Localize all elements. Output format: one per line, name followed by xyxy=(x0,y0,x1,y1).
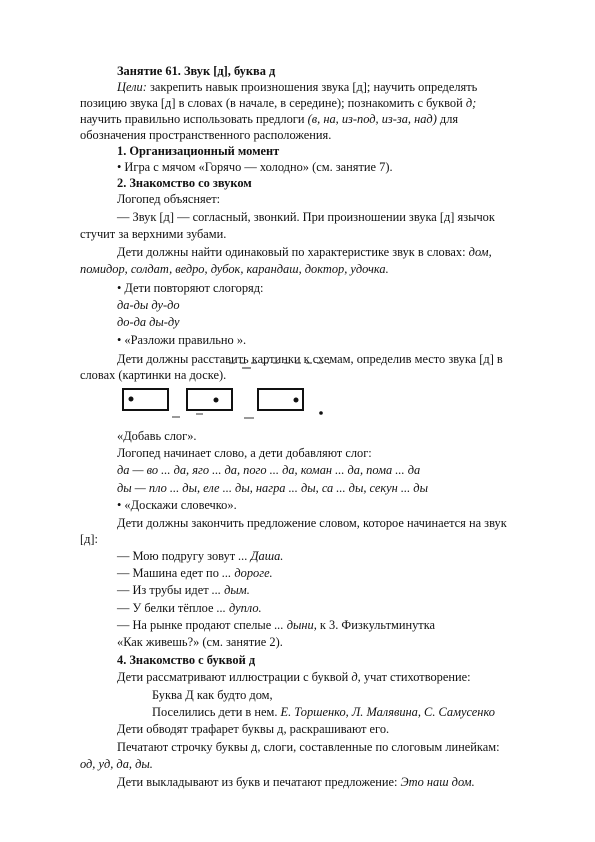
scheme-box-middle xyxy=(187,389,232,410)
stencil-task: Дети обводят трафарет буквы д, раскрашивают его. xyxy=(117,722,390,736)
sentence-3: — Из трубы идет ... дым. xyxy=(117,583,250,597)
sentence-4: — У белки тёплое ... дупло. xyxy=(117,601,262,615)
section-1-heading: 1. Организационный момент xyxy=(117,144,280,158)
sentence-2: — Машина едет по ... дороге. xyxy=(117,566,273,580)
scheme-dot-start xyxy=(129,397,134,402)
goals-line-2: позицию звука [д] в словах (в начале, в середине); познакомить с буквой д; xyxy=(80,96,477,110)
therapist-explains: Логопед объясняет: xyxy=(117,192,221,206)
illustrations-task: Дети рассматривают иллюстрации с буквой д, учат стихотворение: xyxy=(117,670,471,684)
sound-description-1: — Звук [д] — согласный, звонкий. При произношении звука [д] язычок xyxy=(117,210,495,224)
goals-line-3: научить правильно использовать предлоги (в, на, из-под, из-за, над) для xyxy=(80,112,459,126)
scheme-box-start xyxy=(123,389,168,410)
arrange-game: • «Разложи правильно ». xyxy=(117,333,247,347)
sentence-1: — Мою подругу зовут ... Даша. xyxy=(117,549,284,563)
goals-line-4: обозначения пространственного расположения. xyxy=(80,128,332,142)
finish-word-task-2: [д]: xyxy=(80,532,98,546)
section-2-heading: 2. Знакомство со звуком xyxy=(117,176,252,190)
scheme-box-end xyxy=(258,389,303,410)
lesson-title: Занятие 61. Звук [д], буква д xyxy=(117,64,276,78)
print-task-1: Печатают строчку буквы д, слоги, составленные по слоговым линейкам: xyxy=(117,740,500,754)
goals-line-1: Цели: закрепить навык произношения звука [д]; научить определять xyxy=(117,80,478,94)
section-4-heading: 4. Знакомство с буквой д xyxy=(117,653,256,667)
warmup-reference: «Как живешь?» (см. занятие 2). xyxy=(117,635,283,649)
sentence-task: Дети выкладывают из букв и печатают предложение: Это наш дом. xyxy=(117,775,475,789)
syllable-words-2: ды — пло ... ды, еле ... ды, награ ... ды, са ... ды, секун ... ды xyxy=(117,481,428,495)
finish-word-game: • «Доскажи словечко». xyxy=(117,498,237,512)
find-sound-1: Дети должны найти одинаковый по характеристике звук в словах: дом, xyxy=(117,245,492,259)
pictures-task-1: Дети должны расставить картинки к схемам, определив место звука [д] в xyxy=(117,352,503,366)
syllable-row-2: до-да ды-ду xyxy=(117,315,180,329)
sentence-5: — На рынке продают спелые ... дыни, к 3. Физкультминутка xyxy=(117,618,436,632)
goals-label: Цели: xyxy=(117,80,147,94)
ball-game-item: • Игра с мячом «Горячо — холодно» (см. занятие 7). xyxy=(117,160,393,174)
poem-line-2: Поселились дети в нем. Е. Торшенко, Л. Малявина, С. Самусенко xyxy=(152,705,495,719)
poem-line-1: Буква Д как будто дом, xyxy=(152,688,273,702)
syllable-words-1: да — во ... да, яго ... да, пого ... да, коман ... да, пома ... да xyxy=(117,463,421,477)
scheme-dot-middle xyxy=(214,398,219,403)
syllable-row-1: да-ды ду-до xyxy=(117,298,180,312)
finish-word-task-1: Дети должны закончить предложение словом, которое начинается на звук xyxy=(117,516,507,530)
add-syllable-game: «Добавь слог». xyxy=(117,429,197,443)
repeat-syllables: • Дети повторяют слогоряд: xyxy=(117,281,264,295)
find-sound-2: помидор, солдат, ведро, дубок, карандаш, доктор, удочка. xyxy=(80,262,389,276)
add-syllable-instructions: Логопед начинает слово, а дети добавляют слог: xyxy=(117,446,372,460)
sound-description-2: стучит за верхними зубами. xyxy=(80,227,227,241)
scheme-dot-end xyxy=(294,398,299,403)
print-task-2: од, уд, да, ды. xyxy=(80,757,153,771)
pictures-task-2: словах (картинки на доске). xyxy=(80,368,227,382)
